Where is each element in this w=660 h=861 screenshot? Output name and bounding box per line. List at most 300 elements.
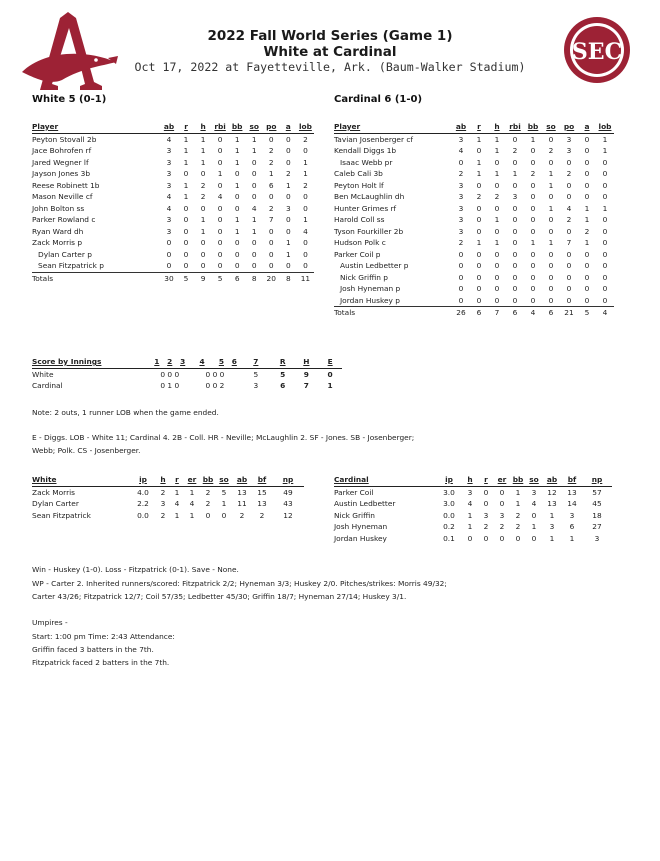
stat-po: 4 — [566, 203, 572, 213]
player-name: Parker Rowland c — [32, 215, 96, 224]
stat-lob: 0 — [602, 226, 608, 236]
stat-r: 1 — [183, 180, 189, 190]
stat-ip: 2.2 — [137, 499, 149, 508]
svg-text:SEC: SEC — [571, 39, 623, 65]
total-bb: 4 — [530, 308, 536, 317]
pitching-row — [334, 510, 612, 522]
stat-ab: 3 — [458, 180, 464, 190]
linescore-team: Cardinal — [32, 381, 63, 390]
stat-so: 1 — [548, 203, 554, 213]
stat-so: 0 — [246, 260, 263, 272]
batting-totals-row — [334, 307, 614, 319]
stat-rbi: 4 — [217, 192, 223, 201]
stat-h: 0 — [494, 261, 500, 270]
stat-ab: 4 — [166, 134, 172, 144]
batting-row — [32, 214, 314, 226]
stat-so: 1 — [251, 226, 257, 236]
stat-po: 3 — [566, 146, 572, 155]
home-team-header: Cardinal 6 (1-0) — [334, 94, 423, 105]
stat-a: 0 — [280, 260, 297, 272]
pitcher-name: Josh Hyneman — [334, 522, 388, 531]
stat-h: 3 — [467, 487, 473, 497]
stat-a: 0 — [285, 134, 291, 144]
stat-r: 1 — [183, 134, 189, 144]
stat-bb: 1 — [234, 157, 240, 167]
stat-lob: 0 — [602, 169, 608, 178]
player-name: Parker Coil p — [334, 249, 381, 259]
stat-so: 0 — [542, 295, 560, 307]
stat-r: 0 — [476, 203, 482, 213]
stat-po: 0 — [268, 134, 274, 144]
stat-po: 7 — [566, 238, 572, 247]
player-name: Hunter Grimes rf — [334, 203, 397, 213]
pitcher-name: Zack Morris — [32, 487, 76, 497]
pitching-team-header: White — [32, 474, 130, 486]
stat-so: 0 — [548, 192, 554, 201]
stat-ab: 1 — [549, 533, 555, 543]
stat-np: 3 — [594, 533, 600, 543]
stat-r: 0 — [476, 226, 482, 236]
stat-ip: 0.0 — [137, 510, 149, 520]
stat-ab: 0 — [458, 157, 464, 167]
total-po: 21 — [564, 308, 574, 317]
stat-ip: 0.2 — [443, 522, 455, 531]
stat-bf: 2 — [259, 510, 265, 520]
pitcher-name: Parker Coil — [334, 487, 374, 497]
stat-h: 2 — [200, 192, 206, 201]
stat-er: 2 — [499, 522, 505, 531]
stat-ab: 3 — [458, 203, 464, 213]
stat-so: 0 — [251, 180, 257, 190]
column-header-player: Player — [334, 121, 452, 133]
stat-a: 0 — [285, 192, 291, 201]
stat-lob: 0 — [303, 192, 308, 201]
stat-rbi: 1 — [217, 169, 223, 178]
column-header-lob: lob — [596, 121, 614, 133]
stat-h: 0 — [494, 249, 500, 259]
stat-h: 2 — [200, 180, 206, 190]
stat-er: 0 — [499, 499, 505, 508]
column-header-ab: ab — [160, 121, 177, 133]
stat-a: 0 — [584, 284, 590, 293]
linescore-hits: 9 — [303, 369, 309, 379]
summary-line-2: Webb; Polk. CS - Josenberger. — [32, 446, 141, 456]
linescore-inning-7: 5 — [253, 369, 259, 379]
stat-r: 1 — [476, 157, 482, 167]
cardinal-pitching-table — [334, 474, 612, 544]
player-name: Josh Hyneman p — [340, 284, 401, 293]
batting-row — [334, 283, 614, 295]
stat-lob: 0 — [596, 295, 614, 307]
column-header-ab: ab — [542, 474, 562, 486]
white-batting-table — [32, 121, 314, 284]
stat-h: 0 — [494, 157, 500, 167]
totals-label: Totals — [32, 273, 54, 283]
stat-po: 0 — [268, 238, 274, 247]
stat-bb: 2 — [205, 499, 211, 508]
stat-so: 0 — [548, 249, 554, 259]
white-pitching-table — [32, 474, 304, 521]
stat-h: 3 — [160, 499, 166, 508]
stat-a: 0 — [584, 169, 590, 178]
column-header-bb: bb — [510, 474, 526, 486]
stat-rbi: 0 — [217, 215, 223, 224]
stat-r: 1 — [476, 169, 482, 178]
stat-r: 0 — [183, 226, 189, 236]
column-header-bf: bf — [252, 474, 272, 486]
column-header-bf: bf — [562, 474, 582, 486]
player-name: Mason Neville cf — [32, 192, 93, 201]
column-header-so: so — [246, 121, 263, 133]
stat-h: 1 — [467, 510, 473, 520]
stat-so: 0 — [548, 226, 554, 236]
white-linescore-row — [32, 368, 342, 380]
stat-lob: 0 — [602, 284, 608, 293]
linescore-runs: 5 — [280, 369, 286, 379]
stat-bb: 0 — [234, 238, 240, 247]
column-header-ip: ip — [130, 474, 156, 486]
stat-np: 27 — [592, 522, 602, 531]
stat-so: 1 — [251, 134, 257, 144]
stat-so: 2 — [548, 146, 554, 155]
stat-ab: 3 — [166, 157, 172, 167]
stat-a: 0 — [584, 157, 590, 167]
stat-ab: 3 — [166, 180, 172, 190]
stat-rbi: 0 — [512, 272, 518, 282]
player-name: Austin Ledbetter p — [340, 261, 409, 270]
total-a: 5 — [584, 308, 590, 317]
column-header-rbi: rbi — [212, 121, 229, 133]
stat-so: 0 — [548, 261, 554, 270]
stat-h: 0 — [494, 226, 500, 236]
stat-bb: 1 — [530, 134, 536, 144]
stat-a: 0 — [584, 134, 590, 144]
stat-so: 4 — [251, 203, 257, 213]
stat-ab: 13 — [237, 487, 247, 497]
stat-bb: 1 — [234, 215, 240, 224]
inning-3: 3 — [176, 356, 189, 368]
stat-po: 0 — [566, 157, 572, 167]
stat-a: 1 — [285, 180, 291, 190]
batting-row — [32, 260, 314, 272]
stat-a: 1 — [285, 238, 291, 247]
stat-a: 0 — [584, 146, 590, 155]
stat-bb: 0 — [530, 157, 536, 167]
total-so: 6 — [548, 308, 554, 317]
total-po: 20 — [266, 273, 276, 283]
stat-rbi: 0 — [512, 226, 518, 236]
stat-so: 1 — [548, 180, 554, 190]
stat-bb: 0 — [530, 249, 536, 259]
batting-row — [334, 203, 614, 215]
stat-h: 1 — [200, 157, 206, 167]
stat-ab: 3 — [458, 215, 464, 224]
stat-r: 4 — [174, 499, 180, 508]
column-header-h: h — [156, 474, 170, 486]
stat-rbi: 0 — [217, 157, 223, 167]
batting-row — [334, 214, 614, 226]
pitching-summary — [32, 577, 632, 603]
griffin-faced-note: Griffin faced 3 batters in the 7th. — [32, 645, 154, 655]
stat-so: 0 — [548, 215, 554, 224]
stat-r: 1 — [476, 238, 482, 247]
total-h: 9 — [200, 273, 206, 283]
pitching-row — [32, 510, 304, 522]
stat-rbi: 0 — [212, 260, 229, 272]
stat-bf: 6 — [569, 522, 575, 531]
stat-r: 1 — [183, 146, 189, 155]
stat-ip: 0.0 — [443, 510, 455, 520]
stat-h: 0 — [494, 180, 500, 190]
stat-ip: 0.1 — [443, 533, 455, 543]
game-summary — [32, 431, 632, 457]
hits-header: H — [295, 356, 319, 368]
player-name: Ben McLaughlin dh — [334, 192, 405, 201]
pitching-row — [334, 533, 612, 545]
column-header-bb: bb — [200, 474, 216, 486]
stat-ab: 3 — [458, 134, 464, 144]
player-name: Peyton Holt lf — [334, 180, 384, 190]
stat-ab: 13 — [547, 499, 557, 508]
stat-a: 0 — [285, 157, 291, 167]
stat-a: 0 — [285, 215, 291, 224]
stat-lob: 0 — [602, 249, 608, 259]
stat-so: 1 — [531, 522, 537, 531]
batting-row — [32, 145, 314, 157]
batting-row — [334, 145, 614, 157]
stat-r: 0 — [183, 203, 189, 213]
stat-r: 0 — [483, 533, 489, 543]
stat-er: 1 — [189, 487, 195, 497]
stat-h: 1 — [494, 238, 500, 247]
column-header-er: er — [184, 474, 200, 486]
pitching-row — [32, 498, 304, 510]
white-batting-header — [32, 121, 314, 133]
stat-po: 0 — [566, 180, 572, 190]
away-team-header: White 5 (0-1) — [32, 94, 107, 105]
stat-po: 0 — [566, 284, 572, 293]
stat-bb: 0 — [530, 261, 536, 270]
stat-bb: 0 — [530, 180, 536, 190]
stat-h: 4 — [467, 499, 473, 508]
stat-r: 0 — [483, 487, 489, 497]
summary-line-1: E - Diggs. LOB - White 11; Cardinal 4. 2B - Coll. HR - Neville; McLaughlin 2. SF - Jones. SB - Josenberger; — [32, 433, 415, 442]
column-header-ip: ip — [436, 474, 462, 486]
stat-bb: 0 — [229, 260, 246, 272]
total-lob: 4 — [602, 308, 608, 317]
stat-h: 1 — [200, 215, 206, 224]
stat-ab: 3 — [166, 146, 172, 155]
column-header-er: er — [494, 474, 510, 486]
pitching-decisions: Win - Huskey (1-0). Loss - Fitzpatrick (0-1). Save - None. — [32, 565, 239, 574]
stat-so: 0 — [531, 510, 537, 520]
cardinal-linescore-row — [32, 380, 342, 392]
score-by-innings-table — [32, 356, 342, 392]
batting-row — [334, 168, 614, 180]
stat-np: 45 — [592, 499, 602, 508]
stat-lob: 0 — [602, 215, 608, 224]
stat-bb: 2 — [530, 169, 536, 178]
stat-bf: 13 — [257, 499, 267, 508]
stat-bb: 0 — [530, 272, 536, 282]
batting-row — [32, 133, 314, 145]
player-name: Kendall Diggs 1b — [334, 146, 397, 155]
batting-row — [32, 168, 314, 180]
stat-a: 1 — [584, 203, 590, 213]
game-title: 2022 Fall World Series (Game 1) — [207, 28, 453, 44]
pitching-row — [334, 521, 612, 533]
stat-po: 2 — [268, 146, 274, 155]
pitching-row — [334, 498, 612, 510]
stat-bb: 0 — [234, 203, 240, 213]
stat-bf: 13 — [567, 487, 577, 497]
stat-ab: 0 — [166, 238, 172, 247]
stat-bb: 1 — [234, 180, 240, 190]
linescore-runs: 6 — [280, 381, 286, 390]
wp-line-1: WP - Carter 2. Inherited runners/scored: Fitzpatrick 2/2; Hyneman 3/3; Huskey 2/0. Pitches/strikes: Morris 49/32; — [32, 579, 447, 588]
batting-row — [334, 237, 614, 249]
stat-r: 0 — [476, 146, 482, 155]
batting-row — [334, 249, 614, 261]
pitcher-name: Sean Fitzpatrick — [32, 510, 91, 520]
stat-ab: 4 — [166, 192, 172, 201]
stat-h: 1 — [494, 146, 500, 155]
stat-np: 18 — [592, 510, 602, 520]
stat-h: 0 — [494, 272, 500, 282]
total-ab: 30 — [164, 273, 174, 283]
stat-er: 0 — [499, 487, 505, 497]
stat-bb: 0 — [515, 533, 521, 543]
stat-ab: 3 — [549, 522, 555, 531]
stat-po: 0 — [566, 261, 572, 270]
stat-rbi: 0 — [512, 284, 518, 293]
stat-a: 3 — [285, 203, 291, 213]
total-ab: 26 — [456, 308, 466, 317]
stat-so: 0 — [251, 238, 257, 247]
column-header-ab: ab — [232, 474, 252, 486]
player-name: Caleb Cali 3b — [334, 169, 383, 178]
stat-r: 1 — [183, 157, 189, 167]
stat-lob: 0 — [602, 272, 608, 282]
stat-h: 0 — [494, 284, 500, 293]
stat-r: 1 — [174, 487, 180, 497]
stat-so: 1 — [251, 146, 257, 155]
stat-rbi: 0 — [512, 134, 518, 144]
stat-bb: 0 — [530, 146, 536, 155]
stat-r: 2 — [483, 522, 489, 531]
stat-bb: 0 — [524, 295, 542, 307]
stat-ab: 1 — [549, 510, 555, 520]
player-name: John Bolton ss — [32, 203, 85, 213]
stat-r: 1 — [183, 192, 189, 201]
stat-lob: 0 — [303, 146, 308, 155]
stat-so: 0 — [548, 157, 554, 167]
stat-ab: 2 — [239, 510, 245, 520]
stat-bf: 15 — [257, 487, 267, 497]
stat-h: 0 — [494, 203, 500, 213]
stat-rbi: 0 — [512, 215, 518, 224]
stat-lob: 0 — [602, 192, 608, 201]
linescore-errors: 1 — [327, 381, 333, 390]
stat-bb: 0 — [530, 192, 536, 201]
stat-r: 0 — [183, 215, 189, 224]
total-rbi: 5 — [217, 273, 223, 283]
stat-rbi: 0 — [217, 226, 223, 236]
stat-h: 1 — [494, 215, 500, 224]
player-name: Tavian Josenberger cf — [334, 134, 414, 144]
column-header-r: r — [478, 474, 494, 486]
stat-h: 0 — [200, 249, 206, 259]
pitcher-name: Dylan Carter — [32, 499, 79, 508]
batting-row — [32, 237, 314, 249]
stat-a: 2 — [285, 169, 291, 178]
column-header-a: a — [578, 121, 596, 133]
column-header-player: Player — [32, 121, 160, 133]
stat-ip: 3.0 — [443, 499, 455, 508]
stat-ab: 0 — [452, 295, 470, 307]
stat-bf: 14 — [567, 499, 577, 508]
stat-lob: 2 — [303, 180, 308, 190]
stat-h: 1 — [200, 146, 206, 155]
stat-r: 3 — [483, 510, 489, 520]
inning-7: 7 — [241, 356, 271, 368]
stat-po: 2 — [268, 203, 274, 213]
stat-rbi: 0 — [217, 180, 223, 190]
stat-r: 0 — [183, 169, 189, 178]
stat-r: 0 — [476, 261, 482, 270]
stat-ab: 3 — [166, 215, 172, 224]
inning-2: 2 — [163, 356, 176, 368]
total-h: 7 — [494, 308, 500, 317]
player-name: Hudson Polk c — [334, 238, 386, 247]
column-header-po: po — [263, 121, 280, 133]
stat-lob: 0 — [303, 249, 308, 259]
stat-ab: 3 — [458, 226, 464, 236]
player-name: Nick Griffin p — [340, 272, 388, 282]
stat-bb: 0 — [530, 226, 536, 236]
stat-h: 2 — [494, 192, 500, 201]
stat-ab: 11 — [237, 499, 247, 508]
stat-a: 0 — [584, 192, 590, 201]
column-header-po: po — [560, 121, 578, 133]
fitzpatrick-faced-note: Fitzpatrick faced 2 batters in the 7th. — [32, 658, 170, 668]
stat-h: 0 — [200, 169, 206, 178]
stat-bb: 1 — [234, 134, 240, 144]
stat-r: 0 — [476, 180, 482, 190]
column-header-np: np — [582, 474, 612, 486]
stat-r: 0 — [476, 215, 482, 224]
batting-row — [334, 180, 614, 192]
stat-rbi: 0 — [512, 261, 518, 270]
batting-row — [334, 260, 614, 272]
column-header-bb: bb — [524, 121, 542, 133]
batting-row — [32, 203, 314, 215]
stat-po: 0 — [566, 226, 572, 236]
player-name: Dylan Carter p — [38, 249, 92, 259]
stat-bb: 0 — [234, 169, 240, 178]
batting-row — [334, 226, 614, 238]
stat-lob: 0 — [602, 238, 608, 247]
stat-er: 3 — [499, 510, 505, 520]
stat-rbi: 3 — [512, 192, 518, 201]
batting-row — [32, 180, 314, 192]
stat-so: 0 — [251, 157, 257, 167]
stat-po: 3 — [566, 134, 572, 144]
stat-h: 0 — [200, 203, 206, 213]
stat-rbi: 0 — [217, 238, 223, 247]
stat-po: 6 — [268, 180, 274, 190]
column-header-h: h — [195, 121, 212, 133]
